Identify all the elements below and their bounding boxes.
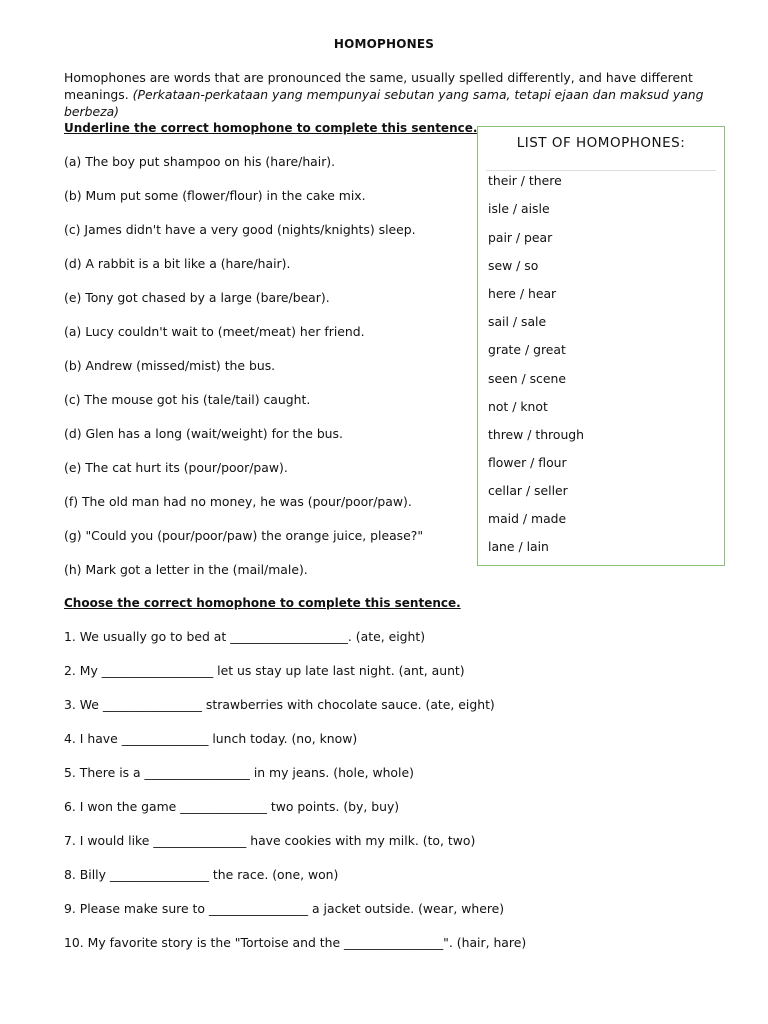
list-title: LIST OF HOMOPHONES:: [516, 135, 686, 151]
list-item: flower / flour: [488, 455, 567, 470]
section1-item: (b) Mum put some (flower/flour) in the cake mix.: [64, 188, 366, 203]
intro-text: Homophones are words that are pronounced the same, usually spelled differently, and have different meanings.: [64, 70, 693, 102]
list-item: isle / aisle: [488, 201, 550, 216]
list-item: grate / great: [488, 342, 566, 357]
list-item: cellar / seller: [488, 483, 568, 498]
list-divider: [486, 170, 716, 171]
section2-item: 5. There is a _________________ in my jeans. (hole, whole): [64, 765, 414, 780]
section2-item: 2. My __________________ let us stay up late last night. (ant, aunt): [64, 663, 465, 678]
list-item: maid / made: [488, 511, 567, 526]
section2-item: 10. My favorite story is the "Tortoise and the ________________". (hair, hare): [64, 935, 527, 950]
homophones-list-box: [477, 126, 725, 566]
section2-heading: Choose the correct homophone to complete this sentence.: [64, 596, 461, 610]
section1-item: (c) James didn't have a very good (nights/knights) sleep.: [64, 222, 416, 237]
list-item: sail / sale: [488, 314, 547, 329]
section2-item: 6. I won the game ______________ two points. (by, buy): [64, 799, 400, 814]
list-item: lane / lain: [488, 539, 549, 554]
section2-item: 1. We usually go to bed at ___________________. (ate, eight): [64, 629, 426, 644]
section1-item: (a) Lucy couldn't wait to (meet/meat) her friend.: [64, 324, 365, 339]
list-item: their / there: [488, 173, 562, 188]
list-item: not / knot: [488, 399, 548, 414]
section1-item: (a) The boy put shampoo on his (hare/hair).: [64, 154, 336, 169]
intro-paragraph: [64, 69, 724, 120]
section1-item: (d) Glen has a long (wait/weight) for the bus.: [64, 426, 343, 441]
section1-item: (c) The mouse got his (tale/tail) caught.: [64, 392, 311, 407]
section1-heading: Underline the correct homophone to complete this sentence.: [64, 121, 478, 135]
section2-item: 7. I would like _______________ have cookies with my milk. (to, two): [64, 833, 476, 848]
section2-item: 4. I have ______________ lunch today. (no, know): [64, 731, 358, 746]
list-item: pair / pear: [488, 230, 553, 245]
page-title: HOMOPHONES: [333, 37, 435, 51]
list-item: sew / so: [488, 258, 539, 273]
section1-item: (e) The cat hurt its (pour/poor/paw).: [64, 460, 288, 475]
section2-item: 3. We ________________ strawberries with chocolate sauce. (ate, eight): [64, 697, 495, 712]
list-item: here / hear: [488, 286, 557, 301]
list-item: threw / through: [488, 427, 585, 442]
section1-item: (f) The old man had no money, he was (pour/poor/paw).: [64, 494, 412, 509]
section2-item: 9. Please make sure to ________________ a jacket outside. (wear, where): [64, 901, 505, 916]
intro-malay-translation: (Perkataan-perkataan yang mempunyai sebutan yang sama, tetapi ejaan dan maksud yang berbeza): [64, 87, 704, 119]
section1-item: (e) Tony got chased by a large (bare/bear).: [64, 290, 330, 305]
section2-item: 8. Billy ________________ the race. (one, won): [64, 867, 339, 882]
list-item: seen / scene: [488, 371, 566, 386]
section1-item: (h) Mark got a letter in the (mail/male).: [64, 562, 308, 577]
section1-item: (d) A rabbit is a bit like a (hare/hair).: [64, 256, 291, 271]
section1-item: (g) "Could you (pour/poor/paw) the orange juice, please?": [64, 528, 424, 543]
section1-item: (b) Andrew (missed/mist) the bus.: [64, 358, 276, 373]
